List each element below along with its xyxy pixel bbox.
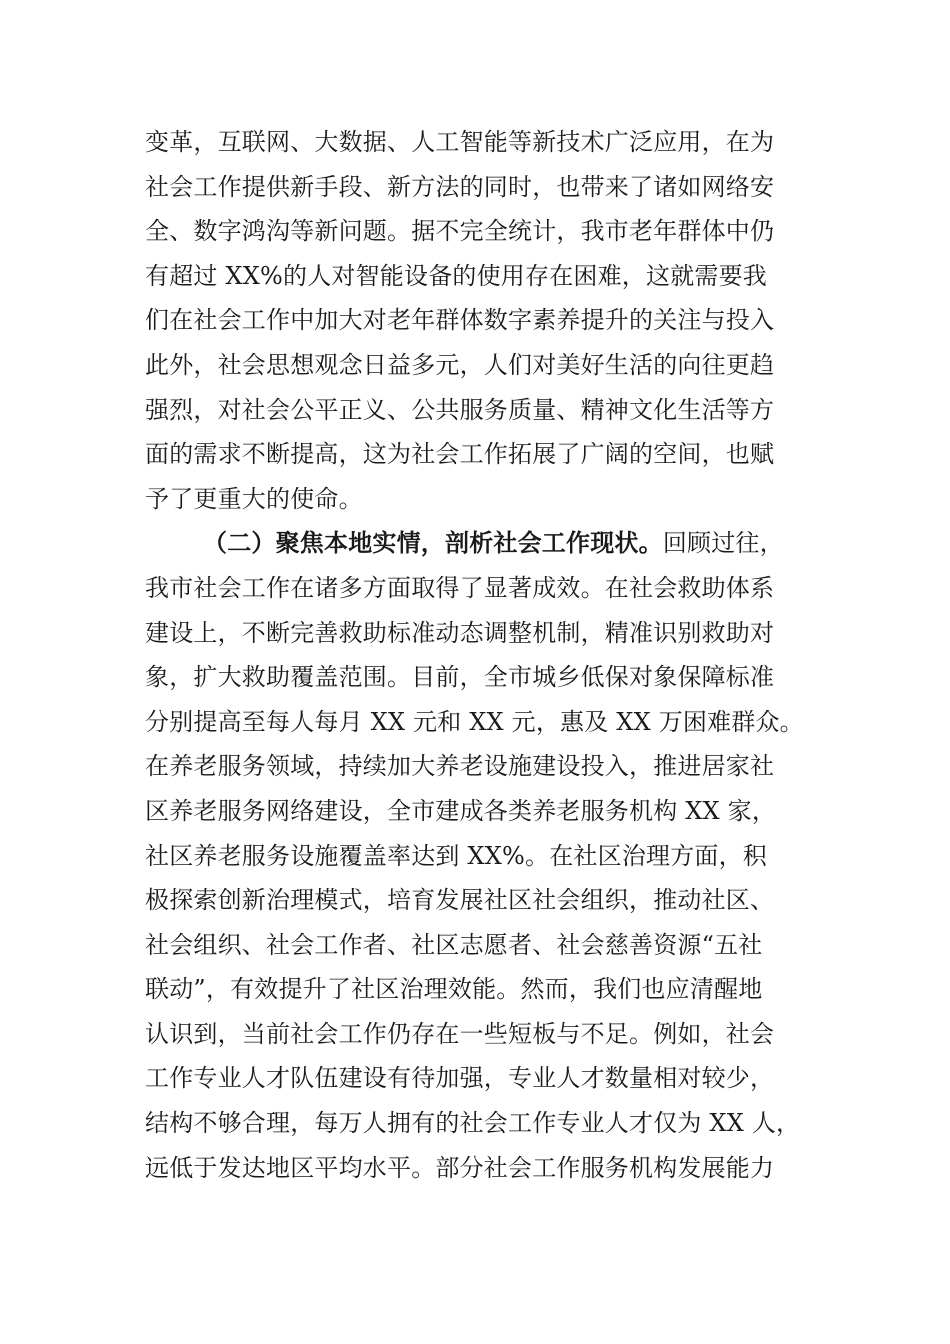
- text-line: 极探索创新治理模式，培育发展社区社会组织，推动社区、: [145, 886, 775, 915]
- text-line: 全、数字鸿沟等新问题。据不完全统计，我市老年群体中仍: [145, 217, 775, 246]
- text-line: 结构不够合理，每万人拥有的社会工作专业人才仅为 XX 人，: [145, 1109, 801, 1138]
- text-line: 联动”，有效提升了社区治理效能。然而，我们也应清醒地: [145, 975, 763, 1004]
- text-line: 区养老服务网络建设，全市建成各类养老服务机构 XX 家，: [145, 796, 777, 825]
- text-line: 社会工作提供新手段、新方法的同时，也带来了诸如网络安: [145, 172, 775, 201]
- section-heading: （二）聚焦本地实情，剖析社会工作现状。: [203, 528, 663, 558]
- text-line: 有超过 XX%的人对智能设备的使用存在困难，这就需要我: [145, 261, 768, 290]
- text-line: 远低于发达地区平均水平。部分社会工作服务机构发展能力: [145, 1153, 775, 1182]
- text-line: 强烈，对社会公平正义、公共服务质量、精神文化生活等方: [145, 395, 775, 424]
- text-line: 分别提高至每人每月 XX 元和 XX 元，惠及 XX 万困难群众。: [145, 707, 804, 736]
- heading-line-rest: 回顾过往，: [662, 529, 784, 558]
- text-line: 变革，互联网、大数据、人工智能等新技术广泛应用，在为: [145, 128, 775, 156]
- text-line: 象，扩大救助覆盖范围。目前，全市城乡低保对象保障标准: [145, 663, 775, 692]
- text-line: 认识到，当前社会工作仍存在一些短板与不足。例如，社会: [145, 1019, 775, 1048]
- text-line: 予了更重大的使命。: [145, 484, 363, 513]
- text-line: 社区养老服务设施覆盖率达到 XX%。在社区治理方面，积: [145, 841, 768, 870]
- text-line: 我市社会工作在诸多方面取得了显著成效。在社会救助体系: [145, 573, 775, 602]
- text-line: 面的需求不断提高，这为社会工作拓展了广阔的空间，也赋: [145, 440, 775, 469]
- text-line: 此外，社会思想观念日益多元，人们对美好生活的向往更趋: [145, 350, 775, 379]
- text-line: 们在社会工作中加大对老年群体数字素养提升的关注与投入: [145, 306, 775, 335]
- text-line: 建设上，不断完善救助标准动态调整机制，精准识别救助对: [145, 618, 775, 647]
- text-line: 在养老服务领域，持续加大养老设施建设投入，推进居家社: [145, 752, 775, 781]
- text-line: 社会组织、社会工作者、社区志愿者、社会慈善资源“五社: [145, 930, 763, 959]
- section-heading-line: [145, 521, 845, 566]
- text-line: 工作专业人才队伍建设有待加强，专业人才数量相对较少，: [145, 1064, 775, 1093]
- body-text: [145, 120, 845, 1190]
